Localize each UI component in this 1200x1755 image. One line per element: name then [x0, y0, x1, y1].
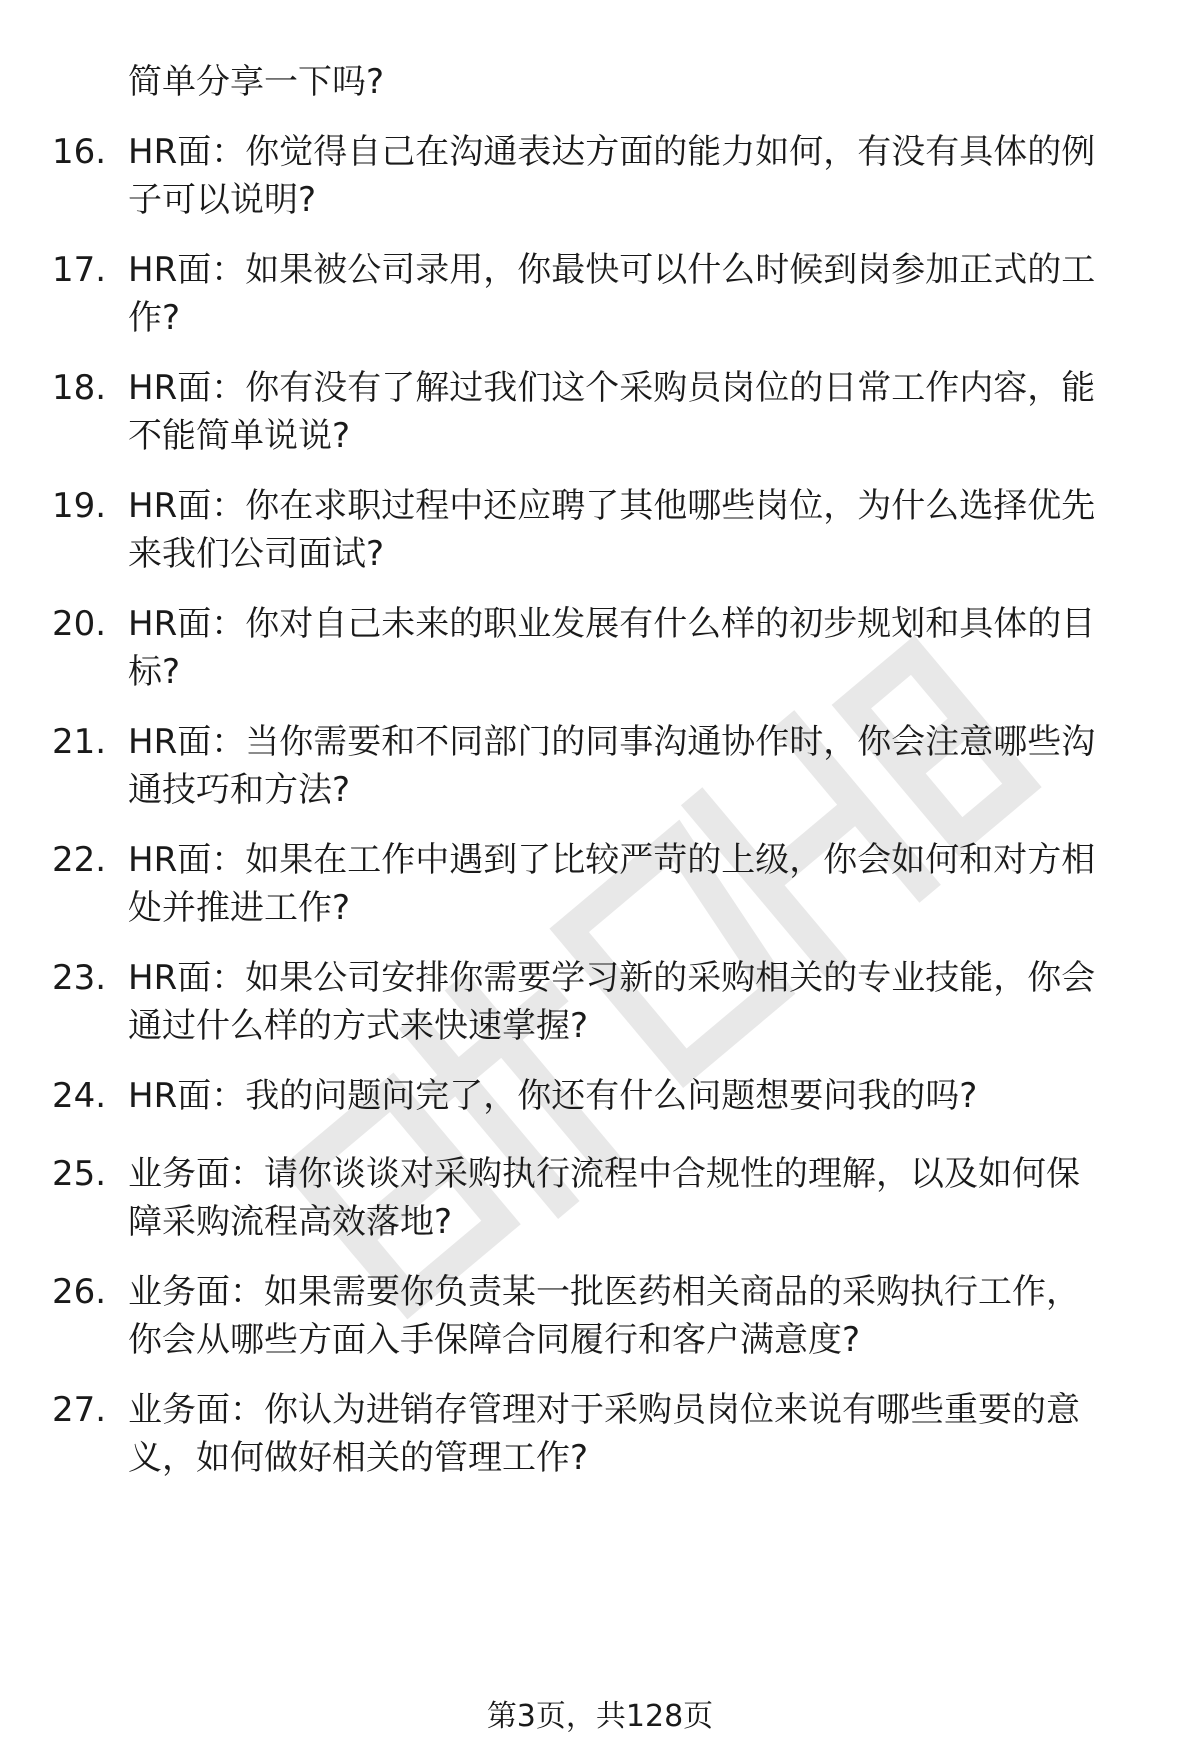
question-line: 不能简单说说? — [128, 416, 351, 456]
question-line: 业务面：如果需要你负责某一批医药相关商品的采购执行工作， — [128, 1272, 1080, 1312]
question-line: HR面：我的问题问完了，你还有什么问题想要问我的吗? — [128, 1076, 978, 1116]
question-text — [128, 246, 1158, 342]
question-item-23 — [0, 954, 1200, 1054]
question-line: 通技巧和方法? — [128, 770, 351, 810]
question-item-21 — [0, 718, 1200, 818]
question-line: HR面：你在求职过程中还应聘了其他哪些岗位，为什么选择优先 — [128, 486, 1096, 526]
question-line: 作? — [128, 298, 181, 338]
continuation-text: 简单分享一下吗? — [128, 62, 385, 102]
question-text — [128, 718, 1158, 814]
question-line: 障采购流程高效落地? — [128, 1202, 453, 1242]
question-line: 子可以说明? — [128, 180, 317, 220]
question-text — [128, 364, 1158, 460]
question-line: 标? — [128, 652, 181, 692]
question-line: HR面：如果被公司录用，你最快可以什么时候到岗参加正式的工 — [128, 250, 1096, 290]
question-number: 24. — [52, 1076, 107, 1116]
question-line: 你会从哪些方面入手保障合同履行和客户满意度? — [128, 1320, 861, 1360]
question-line: 业务面：请你谈谈对采购执行流程中合规性的理解，以及如何保 — [128, 1154, 1080, 1194]
question-number: 22. — [52, 840, 107, 880]
question-item-25 — [0, 1150, 1200, 1250]
question-text — [128, 128, 1158, 224]
question-item-18 — [0, 364, 1200, 464]
question-line: 通过什么样的方式来快速掌握? — [128, 1006, 589, 1046]
question-number: 19. — [52, 486, 107, 526]
question-text — [128, 1268, 1158, 1364]
question-item-19 — [0, 482, 1200, 582]
question-line: HR面：你觉得自己在沟通表达方面的能力如何，有没有具体的例 — [128, 132, 1096, 172]
question-text — [128, 1386, 1158, 1482]
question-line: HR面：当你需要和不同部门的同事沟通协作时，你会注意哪些沟 — [128, 722, 1096, 762]
question-item-26 — [0, 1268, 1200, 1368]
question-number: 27. — [52, 1390, 107, 1430]
page-footer: 第3页，共128页 — [486, 1699, 714, 1734]
question-line: HR面：你有没有了解过我们这个采购员岗位的日常工作内容，能 — [128, 368, 1096, 408]
question-number: 21. — [52, 722, 107, 762]
question-line: HR面：如果在工作中遇到了比较严苛的上级，你会如何和对方相 — [128, 840, 1096, 880]
question-number: 26. — [52, 1272, 107, 1312]
question-text — [128, 954, 1158, 1050]
question-number: 20. — [52, 604, 107, 644]
question-item-27 — [0, 1386, 1200, 1486]
question-number: 25. — [52, 1154, 107, 1194]
question-item-17 — [0, 246, 1200, 346]
question-line: HR面：你对自己未来的职业发展有什么样的初步规划和具体的目 — [128, 604, 1096, 644]
question-text — [128, 600, 1158, 696]
question-text — [128, 1150, 1158, 1246]
question-item-20 — [0, 600, 1200, 700]
question-number: 23. — [52, 958, 107, 998]
question-text — [128, 836, 1158, 932]
question-text — [128, 1072, 1158, 1120]
question-item-22 — [0, 836, 1200, 936]
question-line: 处并推进工作? — [128, 888, 351, 928]
question-number: 18. — [52, 368, 107, 408]
question-number: 17. — [52, 250, 107, 290]
question-text — [128, 482, 1158, 578]
question-line: HR面：如果公司安排你需要学习新的采购相关的专业技能，你会 — [128, 958, 1096, 998]
question-line: 义，如何做好相关的管理工作? — [128, 1438, 589, 1478]
question-number: 16. — [52, 132, 107, 172]
question-line: 来我们公司面试? — [128, 534, 385, 574]
question-item-16 — [0, 128, 1200, 228]
question-line: 业务面：你认为进销存管理对于采购员岗位来说有哪些重要的意 — [128, 1390, 1080, 1430]
